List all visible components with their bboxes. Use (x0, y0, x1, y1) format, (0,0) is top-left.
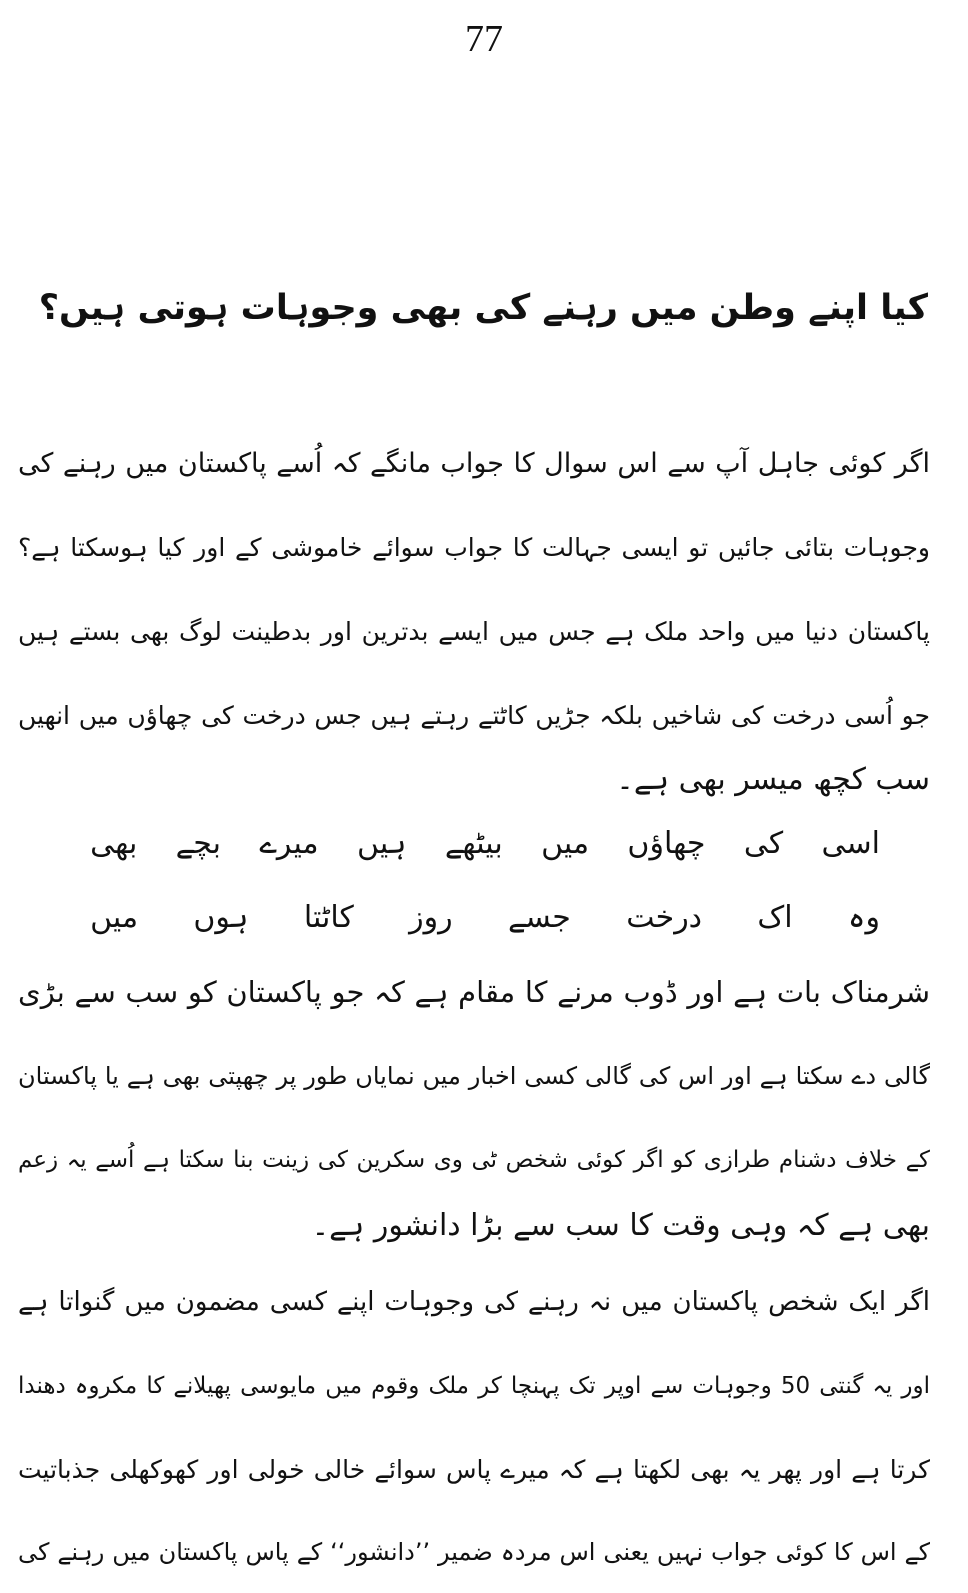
verse-word: ہوں (193, 900, 249, 935)
text-line: اگر کوئی جاہل آپ سے اس سوال کا جواب مانگے کہ اُسے پاکستان میں رہنے کی (18, 448, 930, 479)
text-line: شرمناک بات ہے اور ڈوب مرنے کا مقام ہے کہ جو پاکستان کو سب سے بڑی (18, 975, 930, 1009)
text-line: سب کچھ میسر بھی ہے۔ (616, 762, 930, 797)
verse-word: اک (757, 900, 793, 935)
verse-word: میں (90, 900, 139, 935)
verse-word: ہیں (356, 826, 407, 861)
verse-word: درخت (626, 900, 703, 935)
text-line: کے خلاف دشنام طرازی کو اگر کوئی شخص ٹی وی سکرین کی زینت بنا سکتا ہے اُسے یہ زعم (18, 1147, 930, 1173)
chapter-title: کیا اپنے وطن میں رہنے کی بھی وجوہات ہوتی ہیں؟ (38, 288, 928, 328)
verse-word: جسے (507, 900, 571, 935)
verse-word: بچے (175, 826, 221, 861)
verse-word: کاٹتا (303, 900, 354, 935)
text-line: جو اُسی درخت کی شاخیں بلکہ جڑیں کاٹتے رہتے ہیں جس درخت کی چھاؤں میں انھیں (18, 701, 930, 730)
verse-word: وہ (847, 900, 880, 935)
verse-word: میرے (259, 826, 319, 861)
verse-word: بیٹھے (444, 826, 503, 861)
verse-line-1 (90, 814, 880, 874)
text-line: اگر ایک شخص پاکستان میں نہ رہنے کی وجوہات اپنے کسی مضمون میں گنواتا ہے (18, 1287, 930, 1317)
text-line: وجوہات بتائی جائیں تو ایسی جہالت کا جواب سوائے خاموشی کے اور کیا ہوسکتا ہے؟ (18, 533, 930, 562)
text-line: بھی ہے کہ وہی وقت کا سب سے بڑا دانشور ہے۔ (311, 1208, 930, 1243)
text-line: کے اس کا کوئی جواب نہیں یعنی اس مردہ ضمیر ’’دانشور‘‘ کے پاس پاکستان میں رہنے کی (18, 1538, 930, 1566)
text-line: پاکستان دنیا میں واحد ملک ہے جس میں ایسے بدترین اور بدطینت لوگ بھی بستے ہیں (18, 617, 930, 646)
verse-word: کی (743, 826, 784, 861)
verse-word: اسی (821, 826, 880, 861)
text-line: کرتا ہے اور پھر یہ بھی لکھتا ہے کہ میرے پاس سوائے خالی خولی اور کھوکھلی جذباتیت (18, 1455, 930, 1484)
verse-line-2 (90, 888, 880, 948)
text-line: اور یہ گنتی 50 وجوہات سے اوپر تک پہنچا کر ملک وقوم میں مایوسی پھیلانے کا مکروہ دھندا (18, 1373, 930, 1399)
verse-word: روز (409, 900, 453, 935)
verse-word: میں (541, 826, 590, 861)
verse-word: چھاؤں (627, 826, 706, 861)
verse-word: بھی (90, 826, 138, 861)
text-line: گالی دے سکتا ہے اور اس کی گالی کسی اخبار میں نمایاں طور پر چھپتی بھی ہے یا پاکستان (18, 1062, 930, 1090)
page-number: 77 (465, 18, 503, 60)
